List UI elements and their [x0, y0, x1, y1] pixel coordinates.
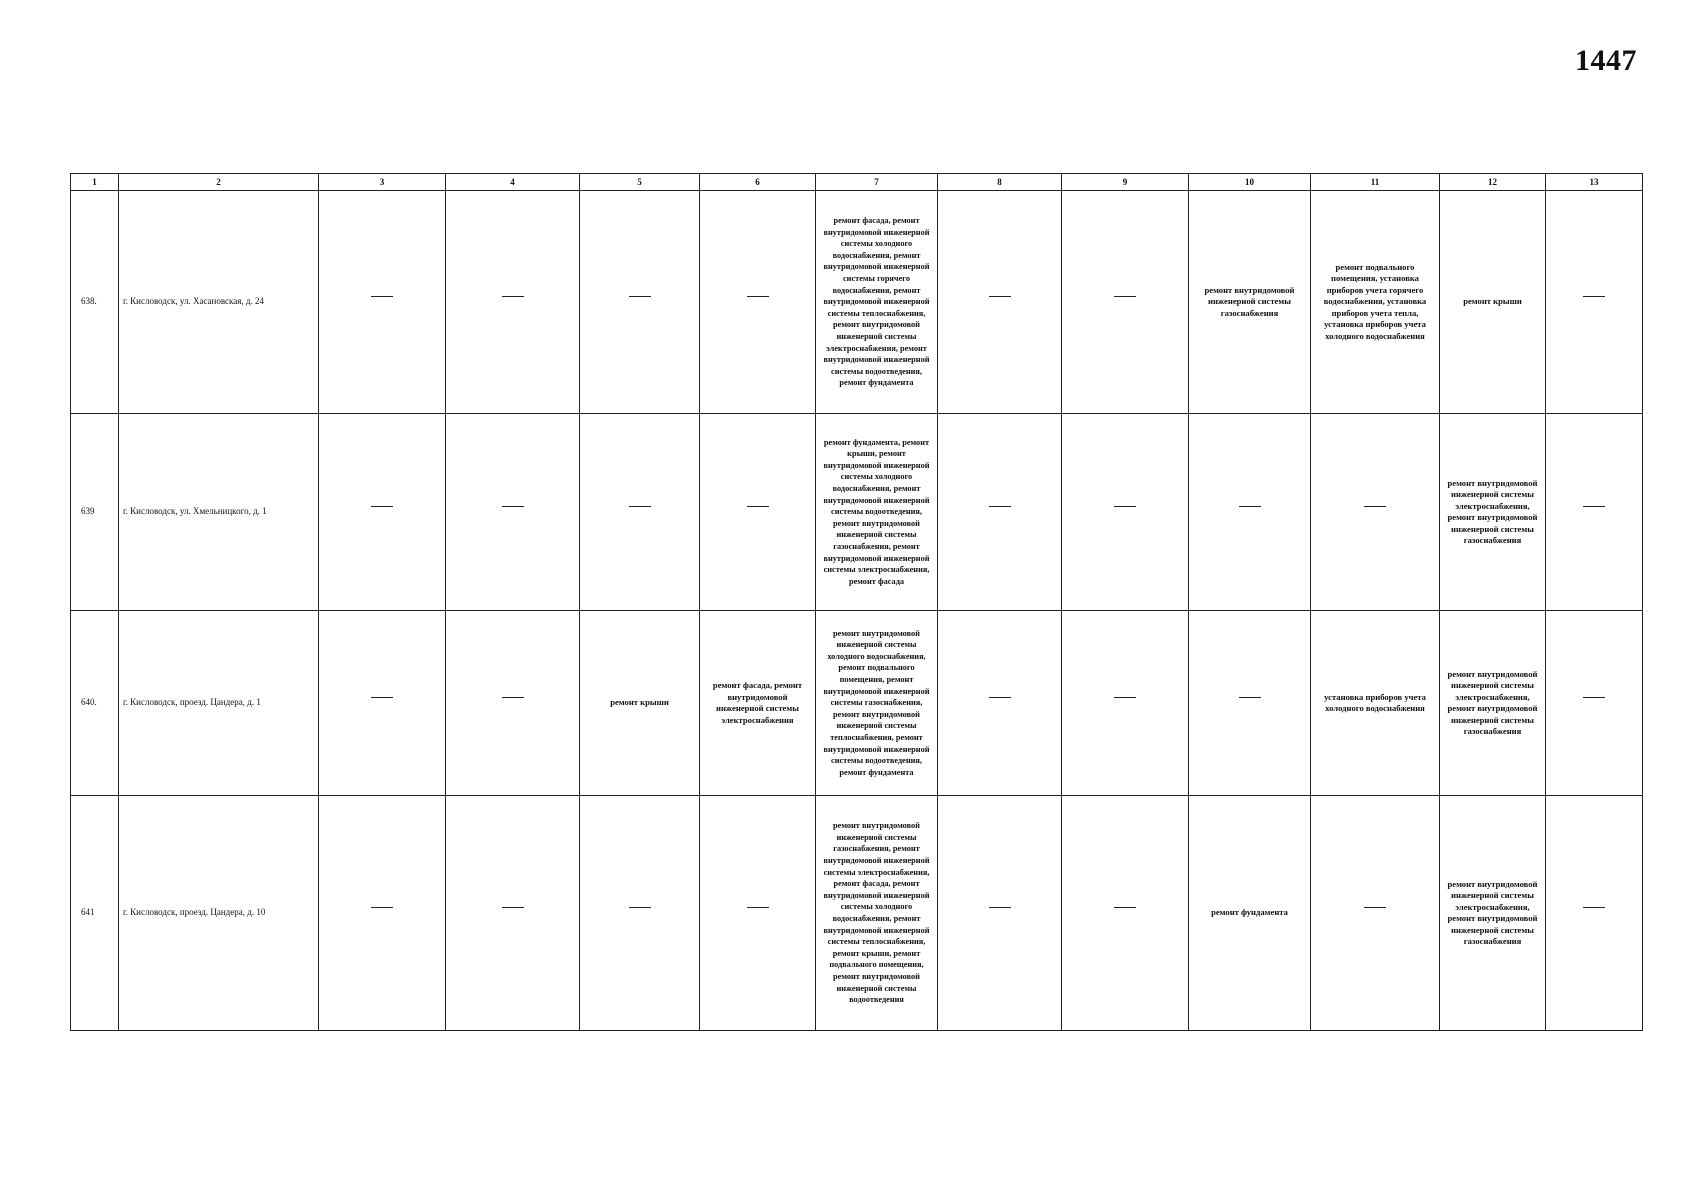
- address-cell: г. Кисловодск, проезд. Цандера, д. 10: [119, 796, 319, 1031]
- dash-mark: [747, 506, 769, 519]
- works-cell-7: ремонт фундамента, ремонт крыши, ремонт внутридомовой инженерной системы холодного водоснабжения, ремонт внутридомовой инженерной системы водоотведения, ремонт внутридомовой инженерной системы газоснабжения, ремонт внутридомовой инженерной системы электроснабжения, ремонт фасада: [816, 414, 938, 611]
- works-table: [70, 173, 1643, 1031]
- table-row: [71, 414, 1643, 611]
- works-cell-10: ремонт внутридомовой инженерной системы газоснабжения: [1189, 191, 1311, 414]
- dash-mark: [989, 697, 1011, 710]
- works-cell-5: [580, 796, 700, 1031]
- works-cell-11: [1311, 414, 1440, 611]
- dash-mark: [629, 907, 651, 920]
- dash-mark: [502, 296, 524, 309]
- works-cell-9: [1062, 191, 1189, 414]
- dash-mark: [629, 296, 651, 309]
- table-row: [71, 611, 1643, 796]
- works-cell-8: [938, 611, 1062, 796]
- works-cell-10: [1189, 414, 1311, 611]
- dash-mark: [1114, 697, 1136, 710]
- works-cell-13: [1546, 796, 1643, 1031]
- works-cell-10: ремонт фундамента: [1189, 796, 1311, 1031]
- dash-mark: [371, 506, 393, 519]
- address-cell: г. Кисловодск, ул. Хасановская, д. 24: [119, 191, 319, 414]
- dash-mark: [747, 907, 769, 920]
- works-cell-8: [938, 191, 1062, 414]
- address-cell: г. Кисловодск, проезд. Цандера, д. 1: [119, 611, 319, 796]
- works-cell-12: ремонт внутридомовой инженерной системы электроснабжения, ремонт внутридомовой инженерной системы газоснабжения: [1440, 796, 1546, 1031]
- dash-mark: [1583, 506, 1605, 519]
- works-cell-8: [938, 414, 1062, 611]
- works-cell-9: [1062, 611, 1189, 796]
- works-cell-7: ремонт фасада, ремонт внутридомовой инженерной системы холодного водоснабжения, ремонт внутридомовой инженерной системы горячего водоснабжения, ремонт внутридомовой инженерной системы теплоснабжения, ремонт внутридомовой инженерной системы электроснабжения, ремонт внутридомовой инженерной системы водоотведения, ремонт фундамента: [816, 191, 938, 414]
- dash-mark: [502, 907, 524, 920]
- works-cell-7: ремонт внутридомовой инженерной системы холодного водоснабжения, ремонт подвального помещения, ремонт внутридомовой инженерной системы газоснабжения, ремонт внутридомовой инженерной системы теплоснабжения, ремонт внутридомовой инженерной системы водоотведения, ремонт фундамента: [816, 611, 938, 796]
- dash-mark: [1114, 296, 1136, 309]
- dash-mark: [1114, 506, 1136, 519]
- column-header-6: 6: [700, 174, 816, 191]
- column-header-10: 10: [1189, 174, 1311, 191]
- dash-mark: [371, 697, 393, 710]
- dash-mark: [989, 296, 1011, 309]
- works-cell-3: [319, 191, 446, 414]
- works-cell-5: [580, 414, 700, 611]
- works-cell-13: [1546, 414, 1643, 611]
- works-cell-4: [446, 796, 580, 1031]
- dash-mark: [989, 907, 1011, 920]
- column-header-3: 3: [319, 174, 446, 191]
- works-cell-3: [319, 796, 446, 1031]
- dash-mark: [1583, 697, 1605, 710]
- dash-mark: [629, 506, 651, 519]
- works-cell-4: [446, 414, 580, 611]
- works-cell-8: [938, 796, 1062, 1031]
- works-cell-6: [700, 191, 816, 414]
- works-cell-3: [319, 414, 446, 611]
- works-cell-3: [319, 611, 446, 796]
- column-header-11: 11: [1311, 174, 1440, 191]
- works-cell-9: [1062, 796, 1189, 1031]
- dash-mark: [371, 296, 393, 309]
- column-header-7: 7: [816, 174, 938, 191]
- works-cell-12: ремонт внутридомовой инженерной системы электроснабжения, ремонт внутридомовой инженерной системы газоснабжения: [1440, 414, 1546, 611]
- dash-mark: [502, 506, 524, 519]
- column-header-5: 5: [580, 174, 700, 191]
- works-cell-13: [1546, 611, 1643, 796]
- row-number: 640.: [71, 611, 119, 796]
- works-cell-10: [1189, 611, 1311, 796]
- column-header-9: 9: [1062, 174, 1189, 191]
- header-row: [71, 174, 1643, 191]
- dash-mark: [1364, 907, 1386, 920]
- works-cell-9: [1062, 414, 1189, 611]
- works-cell-5: ремонт крыши: [580, 611, 700, 796]
- works-cell-4: [446, 191, 580, 414]
- row-number: 641: [71, 796, 119, 1031]
- works-cell-5: [580, 191, 700, 414]
- dash-mark: [1239, 697, 1261, 710]
- dash-mark: [1583, 907, 1605, 920]
- works-cell-11: установка приборов учета холодного водоснабжения: [1311, 611, 1440, 796]
- works-cell-6: [700, 414, 816, 611]
- works-cell-12: ремонт внутридомовой инженерной системы электроснабжения, ремонт внутридомовой инженерной системы газоснабжения: [1440, 611, 1546, 796]
- works-cell-13: [1546, 191, 1643, 414]
- column-header-13: 13: [1546, 174, 1643, 191]
- dash-mark: [989, 506, 1011, 519]
- works-cell-4: [446, 611, 580, 796]
- column-header-8: 8: [938, 174, 1062, 191]
- column-header-2: 2: [119, 174, 319, 191]
- dash-mark: [747, 296, 769, 309]
- works-cell-11: ремонт подвального помещения, установка приборов учета горячего водоснабжения, установка приборов учета тепла, установка приборов учета холодного водоснабжения: [1311, 191, 1440, 414]
- dash-mark: [1583, 296, 1605, 309]
- page-number: 1447: [1575, 44, 1637, 77]
- works-cell-6: [700, 796, 816, 1031]
- dash-mark: [1364, 506, 1386, 519]
- row-number: 638.: [71, 191, 119, 414]
- row-number: 639: [71, 414, 119, 611]
- dash-mark: [1114, 907, 1136, 920]
- works-cell-11: [1311, 796, 1440, 1031]
- works-cell-7: ремонт внутридомовой инженерной системы газоснабжения, ремонт внутридомовой инженерной системы электроснабжения, ремонт фасада, ремонт внутридомовой инженерной системы холодного водоснабжения, ремонт внутридомовой инженерной системы теплоснабжения, ремонт крыши, ремонт подвального помещения, ремонт внутридомовой инженерной системы водоотведения: [816, 796, 938, 1031]
- dash-mark: [371, 907, 393, 920]
- dash-mark: [1239, 506, 1261, 519]
- address-cell: г. Кисловодск, ул. Хмельницкого, д. 1: [119, 414, 319, 611]
- table-row: [71, 191, 1643, 414]
- column-header-12: 12: [1440, 174, 1546, 191]
- table-row: [71, 796, 1643, 1031]
- works-cell-12: ремонт крыши: [1440, 191, 1546, 414]
- column-header-1: 1: [71, 174, 119, 191]
- column-header-4: 4: [446, 174, 580, 191]
- dash-mark: [502, 697, 524, 710]
- works-cell-6: ремонт фасада, ремонт внутридомовой инженерной системы электроснабжения: [700, 611, 816, 796]
